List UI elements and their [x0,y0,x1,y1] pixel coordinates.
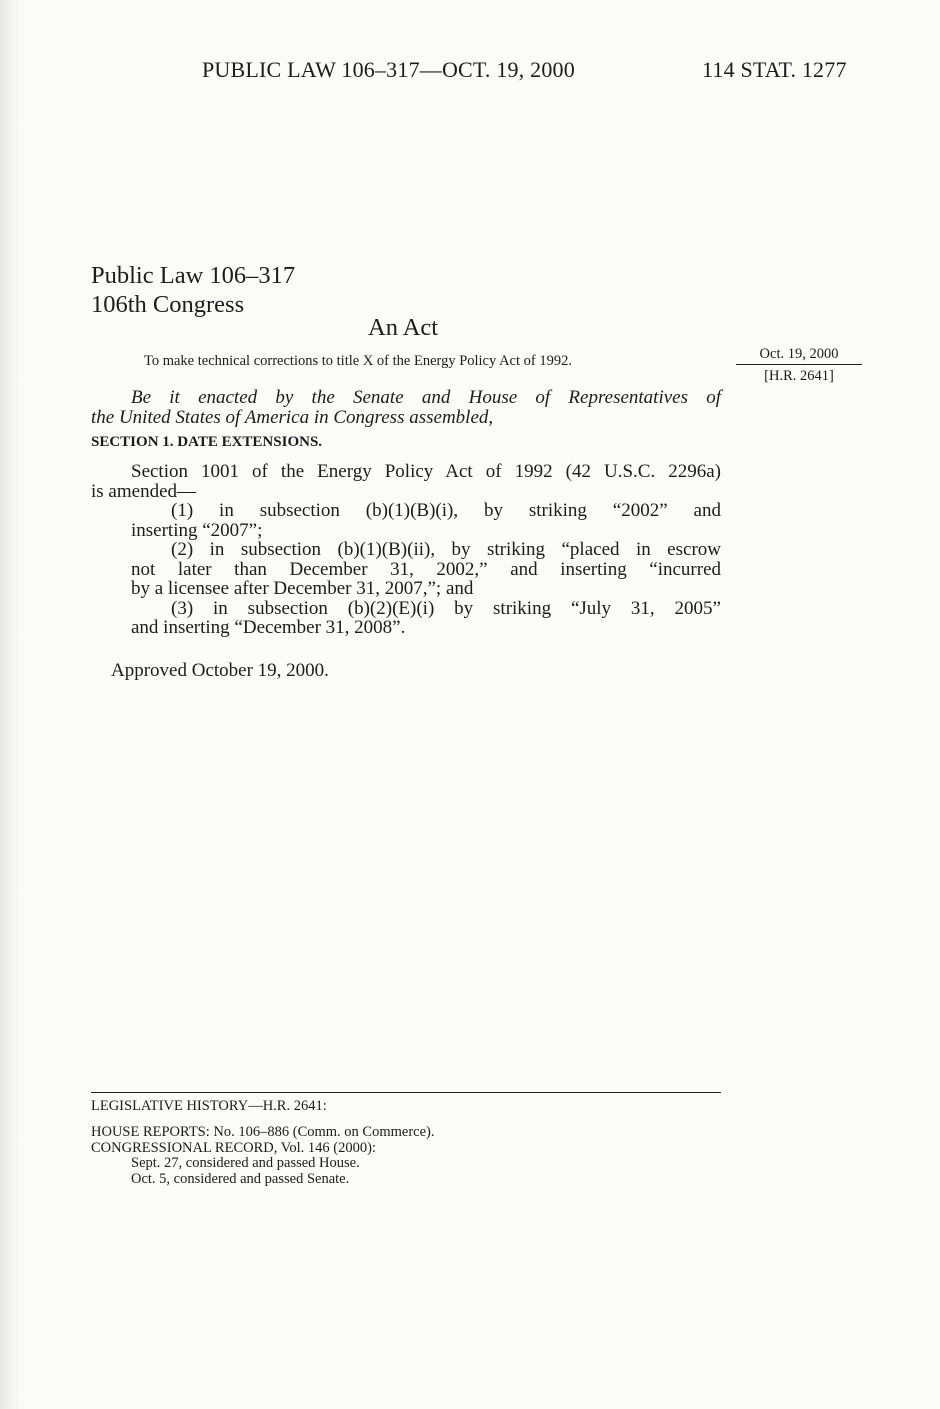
enacting-clause [91,388,721,427]
legislative-history-rule [91,1092,721,1093]
enacting-clause-line: the United States of America in Congress assembled, [91,406,494,428]
section-text [91,462,721,638]
section-intro-line: Section 1001 of the Energy Policy Act of 1992 (42 U.S.C. 2296a) [131,461,721,482]
enacting-clause-line: Be it enacted by the Senate and House of Representatives of [131,387,721,408]
running-head-left: PUBLIC LAW 106–317—OCT. 19, 2000 [202,57,575,82]
running-head-right: 114 STAT. 1277 [702,57,847,82]
amendment-line: inserting “2007”; [131,519,263,541]
amendment-line: not later than December 31, 2002,” and inserting “incurred [131,558,721,580]
law-title-block [91,261,295,319]
section-heading: SECTION 1. DATE EXTENSIONS. [91,434,323,450]
public-law-number: Public Law 106–317 [91,262,296,289]
history-entry: Sept. 27, considered and passed House. [131,1155,360,1171]
margin-note-rule [736,364,862,365]
enactment-date: Oct. 19, 2000 [759,346,839,362]
scan-edge-shadow [0,0,22,1409]
congressional-record: CONGRESSIONAL RECORD, Vol. 146 (2000): [91,1139,376,1156]
legislative-history-list [91,1125,435,1187]
amendment-line: (1) in subsection (b)(1)(B)(i), by striking “2002” and [171,500,721,521]
amendment-line: (2) in subsection (b)(1)(B)(ii), by striking “placed in escrow [171,539,721,560]
bill-number: [H.R. 2641] [764,368,834,384]
amendment-line: by a licensee after December 31, 2007,”; and [131,578,474,599]
history-entry: Oct. 5, considered and passed Senate. [131,1170,350,1187]
amendment-line: and inserting “December 31, 2008”. [131,617,406,638]
act-title: An Act [368,314,439,341]
amendment-line: (3) in subsection (b)(2)(E)(i) by striking “July 31, 2005” [171,597,721,619]
act-purpose: To make technical corrections to title X of the Energy Policy Act of 1992. [144,353,572,369]
legislative-history-heading: LEGISLATIVE HISTORY—H.R. 2641: [91,1098,327,1114]
congress-label: 106th Congress [91,291,245,318]
section-intro-line: is amended— [91,480,197,502]
approval-line: Approved October 19, 2000. [111,660,329,681]
margin-note [736,345,862,385]
house-reports: HOUSE REPORTS: No. 106–886 (Comm. on Commerce). [91,1124,435,1140]
